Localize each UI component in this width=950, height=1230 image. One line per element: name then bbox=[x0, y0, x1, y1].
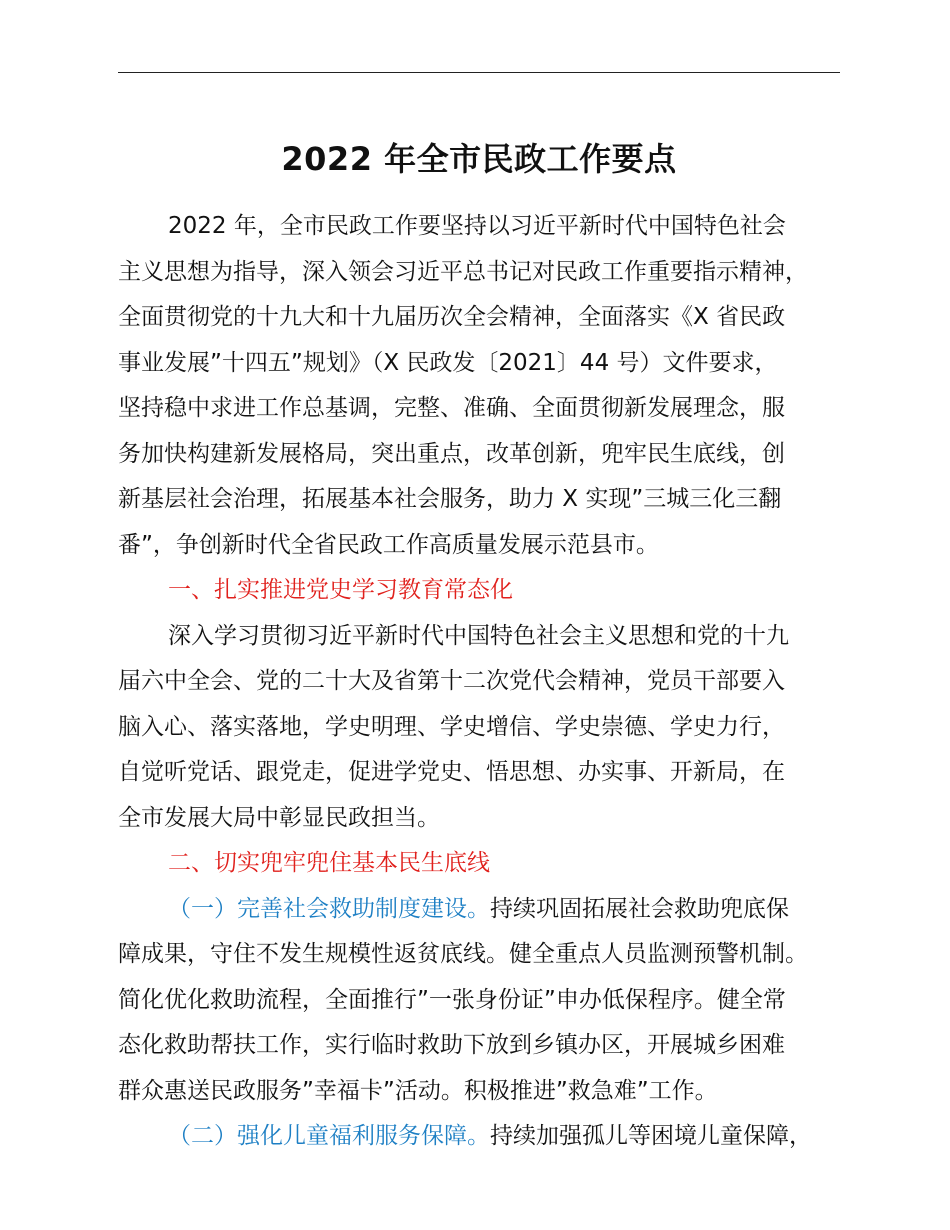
paragraph-line: 新基层社会治理，拓展基本社会服务，助力 X 实现”三城三化三翻 bbox=[118, 486, 782, 512]
paragraph-line: 脑入心、落实落地，学史明理、学史增信、学史崇德、学史力行， bbox=[118, 713, 785, 740]
paragraph-line: 2022 年，全市民政工作要坚持以习近平新时代中国特色社会 bbox=[168, 213, 786, 239]
paragraph-line: 坚持稳中求进工作总基调，完整、准确、全面贯彻新发展理念，服 bbox=[118, 395, 785, 421]
paragraph-line bbox=[118, 887, 848, 933]
paragraph-line bbox=[118, 1114, 848, 1160]
paragraph-line: 主义思想为指导，深入领会习近平总书记对民政工作重要指示精神， bbox=[118, 258, 808, 285]
document-title: 2022 年全市民政工作要点 bbox=[281, 140, 677, 178]
paragraph-line: 事业发展”十四五”规划》（X 民政发〔2021〕44 号）文件要求， bbox=[118, 349, 778, 376]
paragraph-line: 障成果，守住不发生规模性返贫底线。健全重点人员监测预警机制。 bbox=[118, 941, 808, 967]
paragraph-line: 届六中全会、党的二十大及省第十二次党代会精神，党员干部要入 bbox=[118, 668, 785, 694]
paragraph-line: 番”，争创新时代全省民政工作高质量发展示范县市。 bbox=[118, 531, 659, 558]
section-heading-1: 一、扎实推进党史学习教育常态化 bbox=[168, 577, 513, 603]
subsection-heading-1: （一）完善社会救助制度建设。 bbox=[168, 895, 490, 922]
header-rule bbox=[118, 72, 840, 73]
paragraph-line: 群众惠送民政服务”幸福卡”活动。积极推进”救急难”工作。 bbox=[118, 1077, 718, 1104]
paragraph-line: 自觉听党话、跟党走，促进学党史、悟思想、办实事、开新局，在 bbox=[118, 759, 785, 785]
paragraph-line: 深入学习贯彻习近平新时代中国特色社会主义思想和党的十九 bbox=[168, 622, 789, 649]
paragraph-text: 持续巩固拓展社会救助兜底保 bbox=[490, 895, 789, 922]
paragraph-line: 务加快构建新发展格局，突出重点，改革创新，兜牢民生底线，创 bbox=[118, 440, 785, 467]
paragraph-line: 全面贯彻党的十九大和十九届历次全会精神，全面落实《X 省民政 bbox=[118, 304, 786, 330]
paragraph-line: 简化优化救助流程，全面推行”一张身份证”申办低保程序。健全常 bbox=[118, 986, 786, 1013]
section-heading-2: 二、切实兜牢兜住基本民生底线 bbox=[168, 850, 490, 876]
document-body bbox=[118, 204, 848, 1160]
subsection-heading-2: （二）强化儿童福利服务保障。 bbox=[168, 1123, 490, 1149]
paragraph-text: 持续加强孤儿等困境儿童保障， bbox=[490, 1123, 812, 1149]
paragraph-line: 态化救助帮扶工作，实行临时救助下放到乡镇办区，开展城乡困难 bbox=[118, 1032, 785, 1058]
paragraph-line: 全市发展大局中彰显民政担当。 bbox=[118, 804, 440, 831]
